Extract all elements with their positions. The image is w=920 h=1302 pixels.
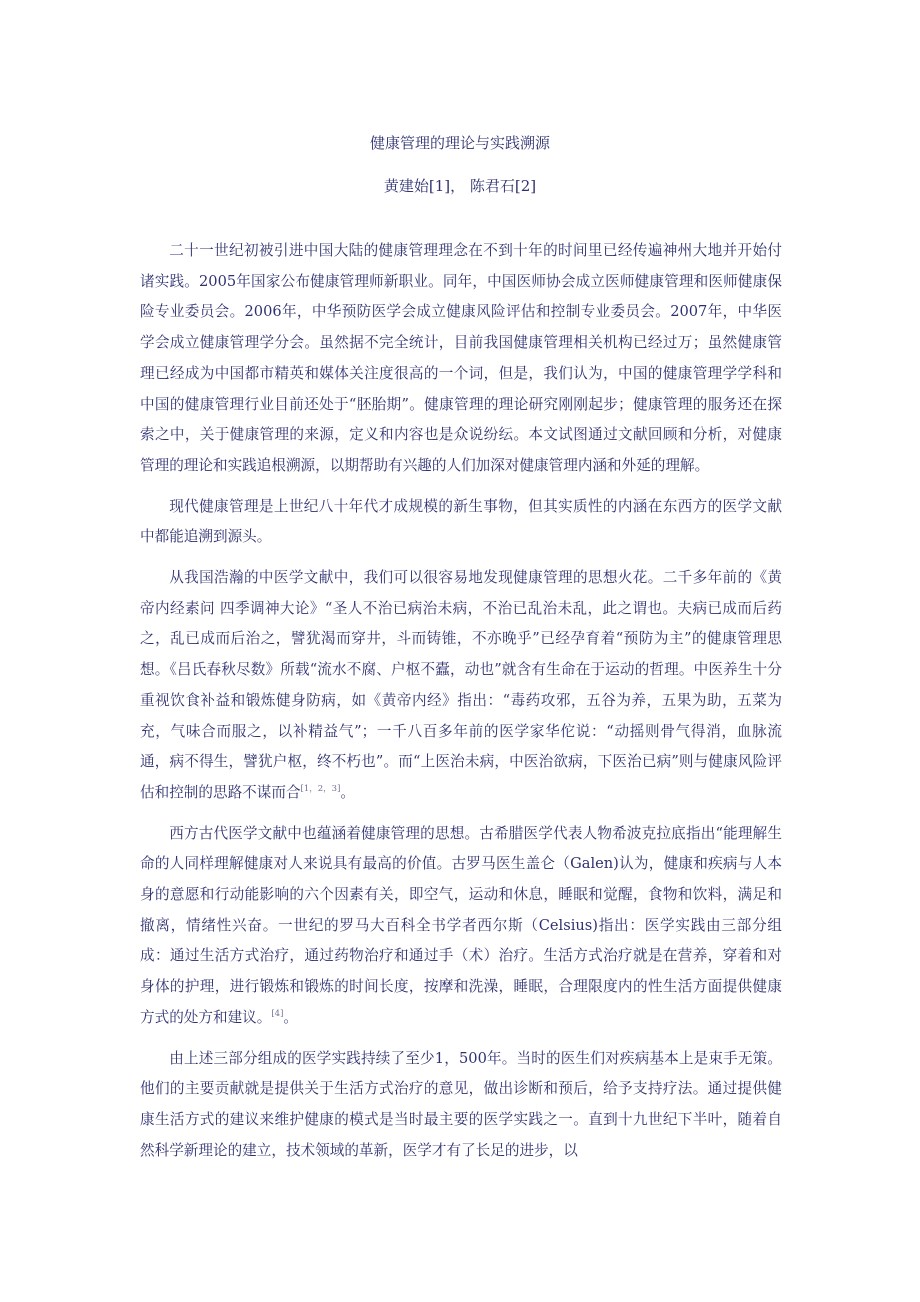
document-body	[140, 236, 782, 1176]
paragraph-text: 二十一世纪初被引进中国大陆的健康管理理念在不到十年的时间里已经传遍神州大地并开始付诸实践。2005年国家公布健康管理师新职业。同年，中国医师协会成立医师健康管理和医师健康保险专业委员会。2006年，中华预防医学会成立健康风险评估和控制专业委员会。2007年，中华医学会成立健康管理学分会。虽然据不完全统计，目前我国健康管理相关机构已经过万；虽然健康管理已经成为中国都市精英和媒体关注度很高的一个词，但是，我们认为，中国的健康管理学学科和中国的健康管理行业目前还处于“胚胎期”。健康管理的理论研究刚刚起步；健康管理的服务还在探索之中，关于健康管理的来源，定义和内容也是众说纷纭。本文试图通过文献回顾和分析，对健康管理的理论和实践追根溯源，以期帮助有兴趣的人们加深对健康管理内涵和外延的理解。	[140, 242, 782, 474]
paragraph-tail: 。	[340, 783, 356, 801]
paragraph-tail: 。	[283, 1008, 299, 1026]
document-authors: 黄建始[1]， 陈君石[2]	[383, 177, 537, 195]
paragraph-western-medicine	[140, 819, 782, 1034]
paragraph-history	[140, 1044, 782, 1167]
paragraph-chinese-medicine	[140, 563, 782, 809]
paragraph-text: 从我国浩瀚的中医学文献中，我们可以很容易地发现健康管理的思想火花。二千多年前的《黄帝内经素问 四季调神大论》“圣人不治已病治未病，不治已乱治未乱，此之谓也。夫病已成而后药之，乱已成而后治之，譬犹渴而穿井，斗而铸锥，不亦晚乎”已经孕育着“预防为主”的健康管理思想。《吕氏春秋尽数》所载“流水不腐、户枢不蠹，动也”就含有生命在于运动的哲理。中医养生十分重视饮食补益和锻炼健身防病，如《黄帝内经》指出：“毒药攻邪，五谷为养，五果为助，五菜为充，气味合而服之，以补精益气”；一千八百多年前的医学家华佗说：“动摇则骨气得消，血脉流通，病不得生，譬犹户枢，终不朽也”。而“上医治未病，中医治欲病，下医治已病”则与健康风险评估和控制的思路不谋而合	[140, 569, 782, 801]
paragraph-intro	[140, 236, 782, 482]
document-title: 健康管理的理论与实践溯源	[369, 134, 550, 152]
paragraph-text: 由上述三部分组成的医学实践持续了至少1，500年。当时的医生们对疾病基本上是束手无策。他们的主要贡献就是提供关于生活方式治疗的意见，做出诊断和预后，给予支持疗法。通过提供健康生活方式的建议来维护健康的模式是当时最主要的医学实践之一。直到十九世纪下半叶，随着自然科学新理论的建立，技术领域的革新，医学才有了长足的进步，以	[140, 1049, 782, 1159]
citation-ref: [1，2，3]	[300, 784, 341, 795]
citation-ref: [4]	[271, 1009, 284, 1020]
paragraph-text: 西方古代医学文献中也蕴涵着健康管理的思想。古希腊医学代表人物希波克拉底指出“能理解生命的人同样理解健康对人来说具有最高的价值。古罗马医生盖仑（Galen)认为，健康和疾病与人本身的意愿和行动能影响的六个因素有关，即空气，运动和休息，睡眠和觉醒，食物和饮料，满足和撤离，情绪性兴奋。一世纪的罗马大百科全书学者西尔斯（Celsius)指出：医学实践由三部分组成：通过生活方式治疗，通过药物治疗和通过手（术）治疗。生活方式治疗就是在营养，穿着和对身体的护理，进行锻炼和锻炼的时间长度，按摩和洗澡，睡眠，合理限度内的性生活方面提供健康方式的处方和建议。	[140, 824, 782, 1026]
paragraph-modern	[140, 492, 782, 553]
paragraph-text: 现代健康管理是上世纪八十年代才成规模的新生事物，但其实质性的内涵在东西方的医学文献中都能追溯到源头。	[140, 497, 782, 546]
